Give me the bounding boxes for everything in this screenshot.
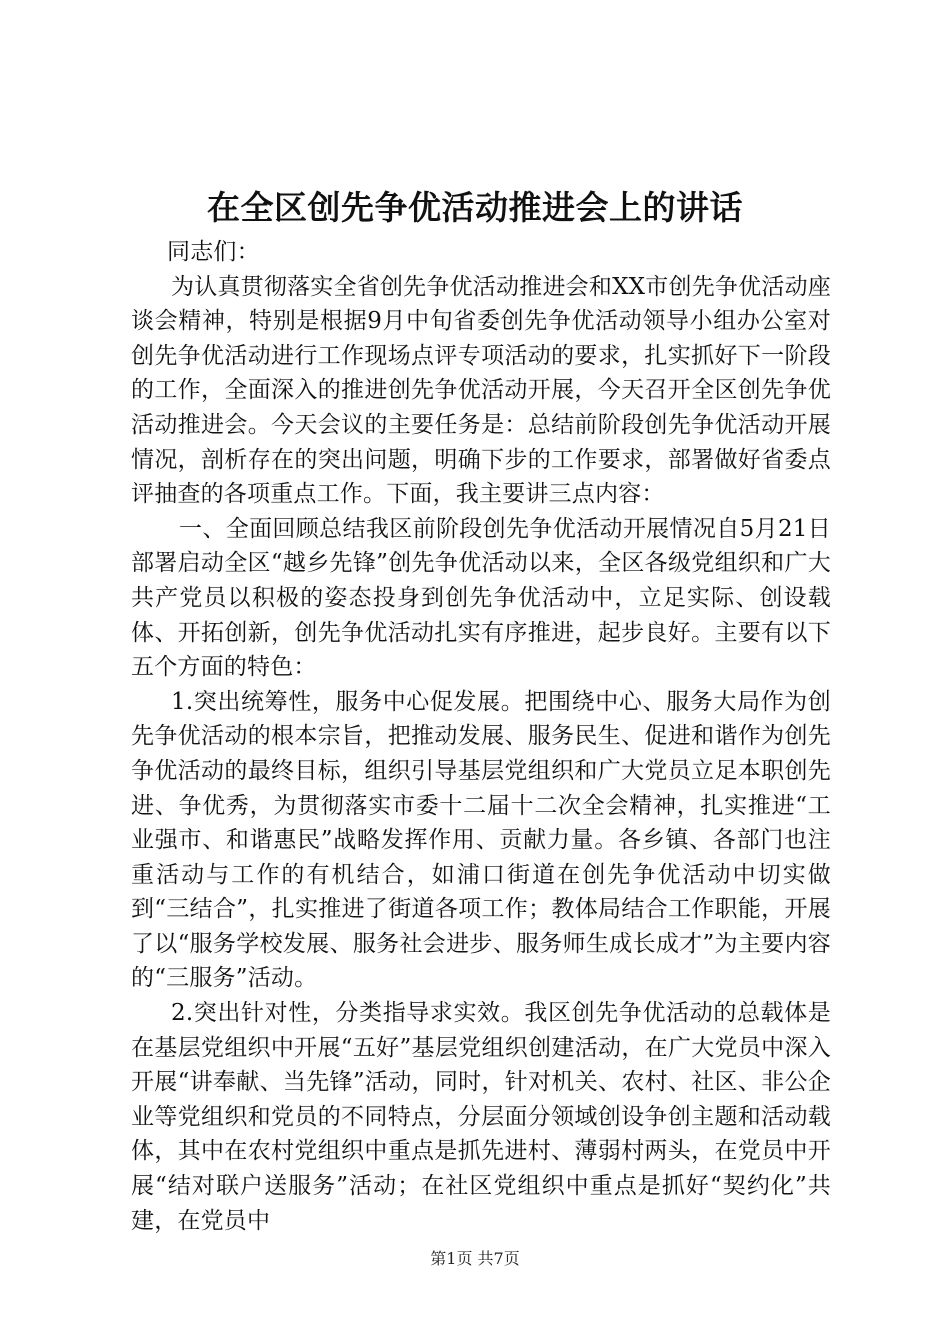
paragraph-point-two: 2.突出针对性，分类指导求实效。我区创先争优活动的总载体是在基层党组织中开展“五好”基层党组织创建活动，在广大党员中深入开展“讲奉献、当先锋”活动，同时，针对机关、农村、社区、非公企业等党组织和党员的不同特点，分层面分领域创设争创主题和活动载体，其中在农村党组织中重点是抓先进村、薄弱村两头，在党员中开展“结对联户送服务”活动；在社区党组织中重点是抓好“契约化”共建，在党员中 bbox=[131, 1000, 831, 1234]
document-title: 在全区创先争优活动推进会上的讲话 bbox=[207, 188, 743, 227]
salutation: 同志们： bbox=[167, 239, 260, 265]
paragraph-point-one: 1.突出统筹性，服务中心促发展。把围绕中心、服务大局作为创先争优活动的根本宗旨，把推动发展、服务民生、促进和谐作为创先争优活动的最终目标，组织引导基层党组织和广大党员立足本职创先进、争优秀，为贯彻落实市委十二届十二次全会精神，扎实推进“工业强市、和谐惠民”战略发挥作用、贡献力量。各乡镇、各部门也注重活动与工作的有机结合，如浦口街道在创先争优活动中切实做到“三结合”，扎实推进了街道各项工作；教体局结合工作职能，开展了以“服务学校发展、服务社会进步、服务师生成长成才”为主要内容的“三服务”活动。 bbox=[131, 688, 831, 992]
page-number-footer: 第1页 共7页 bbox=[430, 1249, 520, 1268]
paragraph-section-one: 一、全面回顾总结我区前阶段创先争优活动开展情况自5月21日部署启动全区“越乡先锋”创先争优活动以来，全区各级党组织和广大共产党员以积极的姿态投身到创先争优活动中，立足实际、创设载体、开拓创新，创先争优活动扎实有序推进，起步良好。主要有以下五个方面的特色： bbox=[131, 515, 831, 681]
document-body bbox=[131, 235, 831, 1238]
paragraph-intro: 为认真贯彻落实全省创先争优活动推进会和XX市创先争优活动座谈会精神，特别是根据9月中旬省委创先争优活动领导小组办公室对创先争优活动进行工作现场点评专项活动的要求，扎实抓好下一阶段的工作，全面深入的推进创先争优活动开展，今天召开全区创先争优活动推进会。今天会议的主要任务是：总结前阶段创先争优活动开展情况，剖析存在的突出问题，明确下步的工作要求，部署做好省委点评抽查的各项重点工作。下面，我主要讲三点内容： bbox=[131, 273, 831, 508]
